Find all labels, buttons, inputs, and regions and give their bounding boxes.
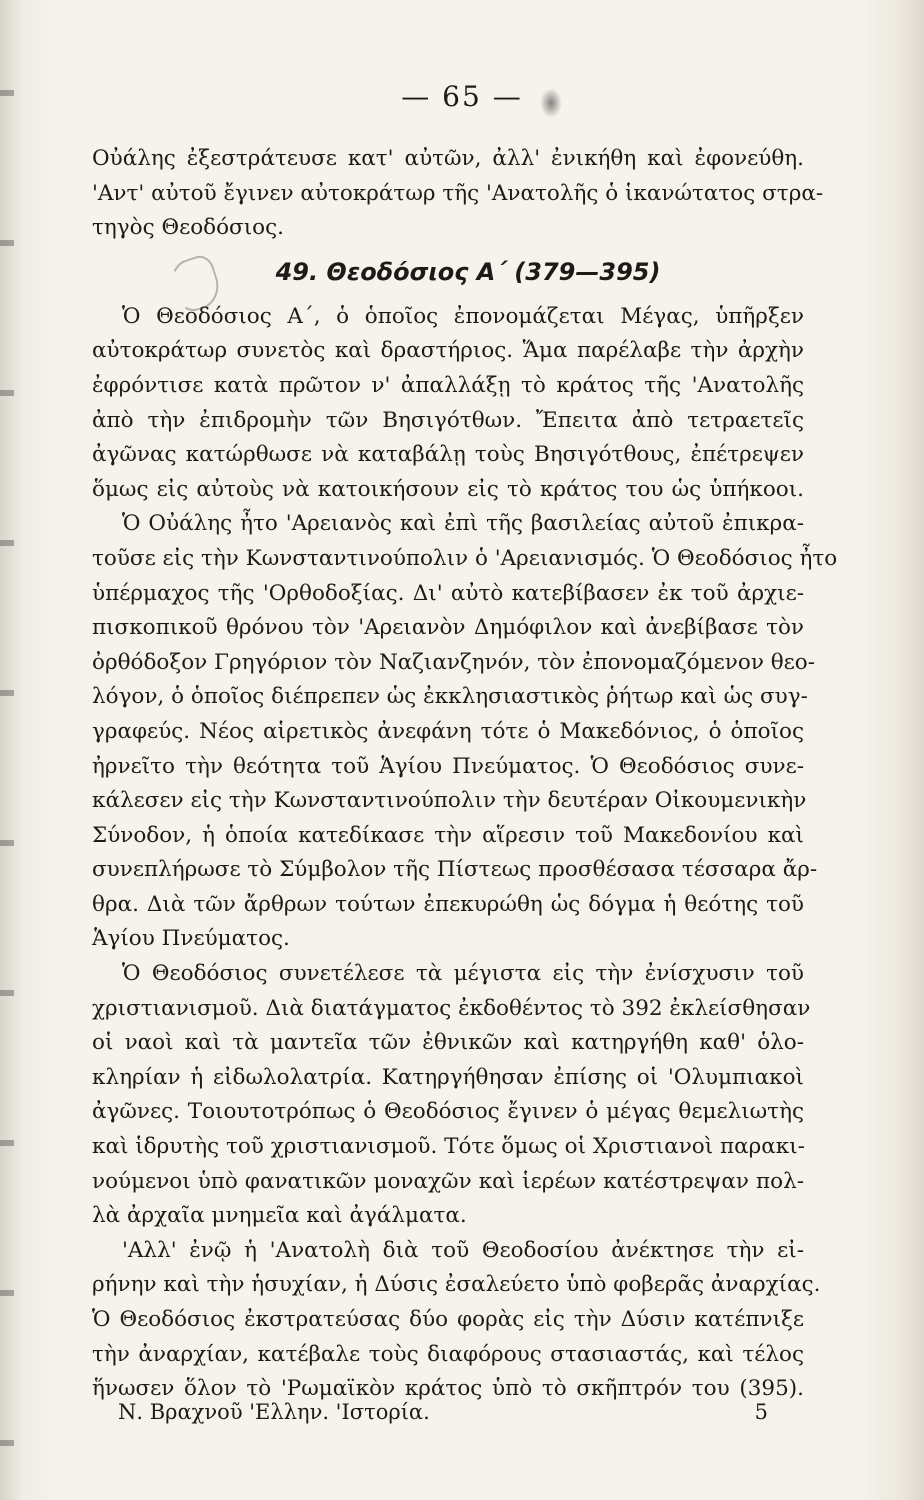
text-line: τηγὸς Θεοδόσιος.	[92, 215, 284, 241]
paragraph	[92, 507, 838, 957]
text-line: Ὁ Οὐάλης ἦτο 'Αρειανὸς καὶ ἐπὶ τῆς βασιλείας αὐτοῦ ἐπικρα-	[122, 511, 804, 537]
paragraph	[92, 957, 811, 1234]
footer-book-title: Ν. Βραχνοῦ 'Ελλην. 'Ιστορία.	[118, 1400, 430, 1424]
text-line: γραφεύς. Νέος αἱρετικὸς ἀνεφάνη τότε ὁ Μακεδόνιος, ὁ ὁποῖος	[92, 718, 804, 744]
text-line: ἐφρόντισε κατὰ πρῶτον ν' ἀπαλλάξῃ τὸ κράτος τῆς 'Ανατολῆς	[92, 372, 804, 398]
text-line: οἱ ναοὶ καὶ τὰ μαντεῖα τῶν ἐθνικῶν καὶ κατηργήθη καθ' ὁλο-	[92, 1030, 804, 1056]
text-line: κληρίαν ἡ εἰδωλολατρία. Κατηργήθησαν ἐπίσης οἱ 'Ολυμπιακοὶ	[92, 1064, 804, 1090]
text-line: καὶ ἱδρυτὴς τοῦ χριστιανισμοῦ. Τότε ὅμως οἱ Χριστιανοὶ παρακι-	[92, 1134, 805, 1160]
text-line: Ὁ Θεοδόσιος συνετέλεσε τὰ μέγιστα εἰς τὴν ἐνίσχυσιν τοῦ	[122, 961, 804, 987]
text-line: χριστιανισμοῦ. Διὰ διατάγματος ἐκδοθέντος τὸ 392 ἐκλείσθησαν	[92, 995, 811, 1021]
text-line: ὅμως εἰς αὐτοὺς νὰ κατοικήσουν εἰς τὸ κράτος του ὡς ὑπήκοοι.	[92, 476, 804, 502]
text-line: αὐτοκράτωρ συνετὸς καὶ δραστήριος. Ἅμα παρέλαβε τὴν ἀρχὴν	[92, 338, 804, 364]
text-line: ἀγῶνας κατώρθωσε νὰ καταβάλῃ τοὺς Βησιγότθους, ἐπέτρεψεν	[92, 442, 804, 468]
text-line: τὴν ἀναρχίαν, κατέβαλε τοὺς διαφόρους στασιαστάς, καὶ τέλος	[92, 1341, 804, 1367]
text-line: ρήνην καὶ τὴν ἡσυχίαν, ἡ Δύσις ἐσαλεύετο ὑπὸ φοβερᾶς ἀναρχίας.	[92, 1272, 821, 1298]
paragraph	[92, 300, 804, 508]
text-line: 'Αλλ' ἐνῷ ἡ 'Ανατολὴ διὰ τοῦ Θεοδοσίου ἀνέκτησε τὴν εἰ-	[122, 1237, 804, 1263]
text-line: 'Αντ' αὐτοῦ ἔγινεν αὐτοκράτωρ τῆς 'Ανατολῆς ὁ ἱκανώτατος στρα-	[92, 180, 824, 206]
text-line: ὑπέρμαχος τῆς 'Ορθοδοξίας. Δι' αὐτὸ κατεβίβασεν ἐκ τοῦ ἀρχιε-	[92, 580, 804, 606]
text-line: κάλεσεν εἰς τὴν Κωνσταντινούπολιν τὴν δευτέραν Οἰκουμενικὴν	[92, 788, 807, 814]
page-body	[92, 142, 838, 1407]
text-line: ἀγῶνες. Τοιουτοτρόπως ὁ Θεοδόσιος ἔγινεν ὁ μέγας θεμελιωτὴς	[92, 1099, 804, 1125]
text-line: ἀπὸ τὴν ἐπιδρομὴν τῶν Βησιγότθων. Ἔπειτα ἀπὸ τετραετεῖς	[92, 407, 804, 433]
text-line: λὰ ἀρχαῖα μνημεῖα καὶ ἀγάλματα.	[92, 1203, 467, 1229]
page-footer	[118, 1400, 768, 1424]
text-line: ὀρθόδοξον Γρηγόριον τὸν Ναζιανζηνόν, τὸν ἐπονομαζόμενον θεο-	[92, 649, 816, 675]
text-line: συνεπλήρωσε τὸ Σύμβολον τῆς Πίστεως προσθέσασα τέσσαρα ἄρ-	[92, 857, 818, 883]
text-line: Σύνοδον, ἡ ὁποία κατεδίκασε τὴν αἵρεσιν τοῦ Μακεδονίου καὶ	[92, 822, 804, 848]
binding-edge	[0, 0, 14, 1500]
paragraph	[92, 1234, 821, 1407]
text-line: τοῦσε εἰς τὴν Κωνσταντινούπολιν ὁ 'Αρειανισμός. Ὁ Θεοδόσιος ἦτο	[92, 545, 838, 571]
section-heading: 49. Θεοδόσιος Α΄ (379—395)	[275, 257, 661, 286]
text-line: ἠρνεῖτο τὴν θεότητα τοῦ Ἁγίου Πνεύματος. Ὁ Θεοδόσιος συνε-	[92, 753, 804, 779]
text-line: νούμενοι ὑπὸ φανατικῶν μοναχῶν καὶ ἱερέων κατέστρεψαν πολ-	[92, 1168, 804, 1194]
intro-lines	[92, 142, 824, 246]
text-line: Ἁγίου Πνεύματος.	[92, 926, 290, 952]
text-line: λόγον, ὁ ὁποῖος διέπρεπεν ὡς ἐκκλησιαστικὸς ῥήτωρ καὶ ὡς συγ-	[92, 684, 808, 710]
text-line: ἥνωσεν ὅλον τὸ 'Ρωμαϊκὸν κράτος ὑπὸ τὸ σκῆπτρόν του (395).	[92, 1376, 804, 1402]
text-line: θρα. Διὰ τῶν ἄρθρων τούτων ἐπεκυρώθη ὡς δόγμα ἡ θεότης τοῦ	[92, 891, 804, 917]
text-line: Οὐάλης ἐξεστράτευσε κατ' αὐτῶν, ἀλλ' ἐνικήθη καὶ ἐφονεύθη.	[92, 146, 804, 171]
text-line: Ὁ Θεοδόσιος ἐκστρατεύσας δύο φορὰς εἰς τὴν Δύσιν κατέπνιξε	[92, 1307, 804, 1332]
text-line: πισκοπικοῦ θρόνου τὸν 'Αρειανὸν Δημόφιλον καὶ ἀνεβίβασε τὸν	[92, 615, 804, 641]
footer-signature-number: 5	[754, 1400, 768, 1424]
text-line: Ὁ Θεοδόσιος Α΄, ὁ ὁποῖος ἐπονομάζεται Μέγας, ὑπῆρξεν	[122, 303, 804, 329]
page-number-header: — 65 —	[401, 80, 523, 113]
